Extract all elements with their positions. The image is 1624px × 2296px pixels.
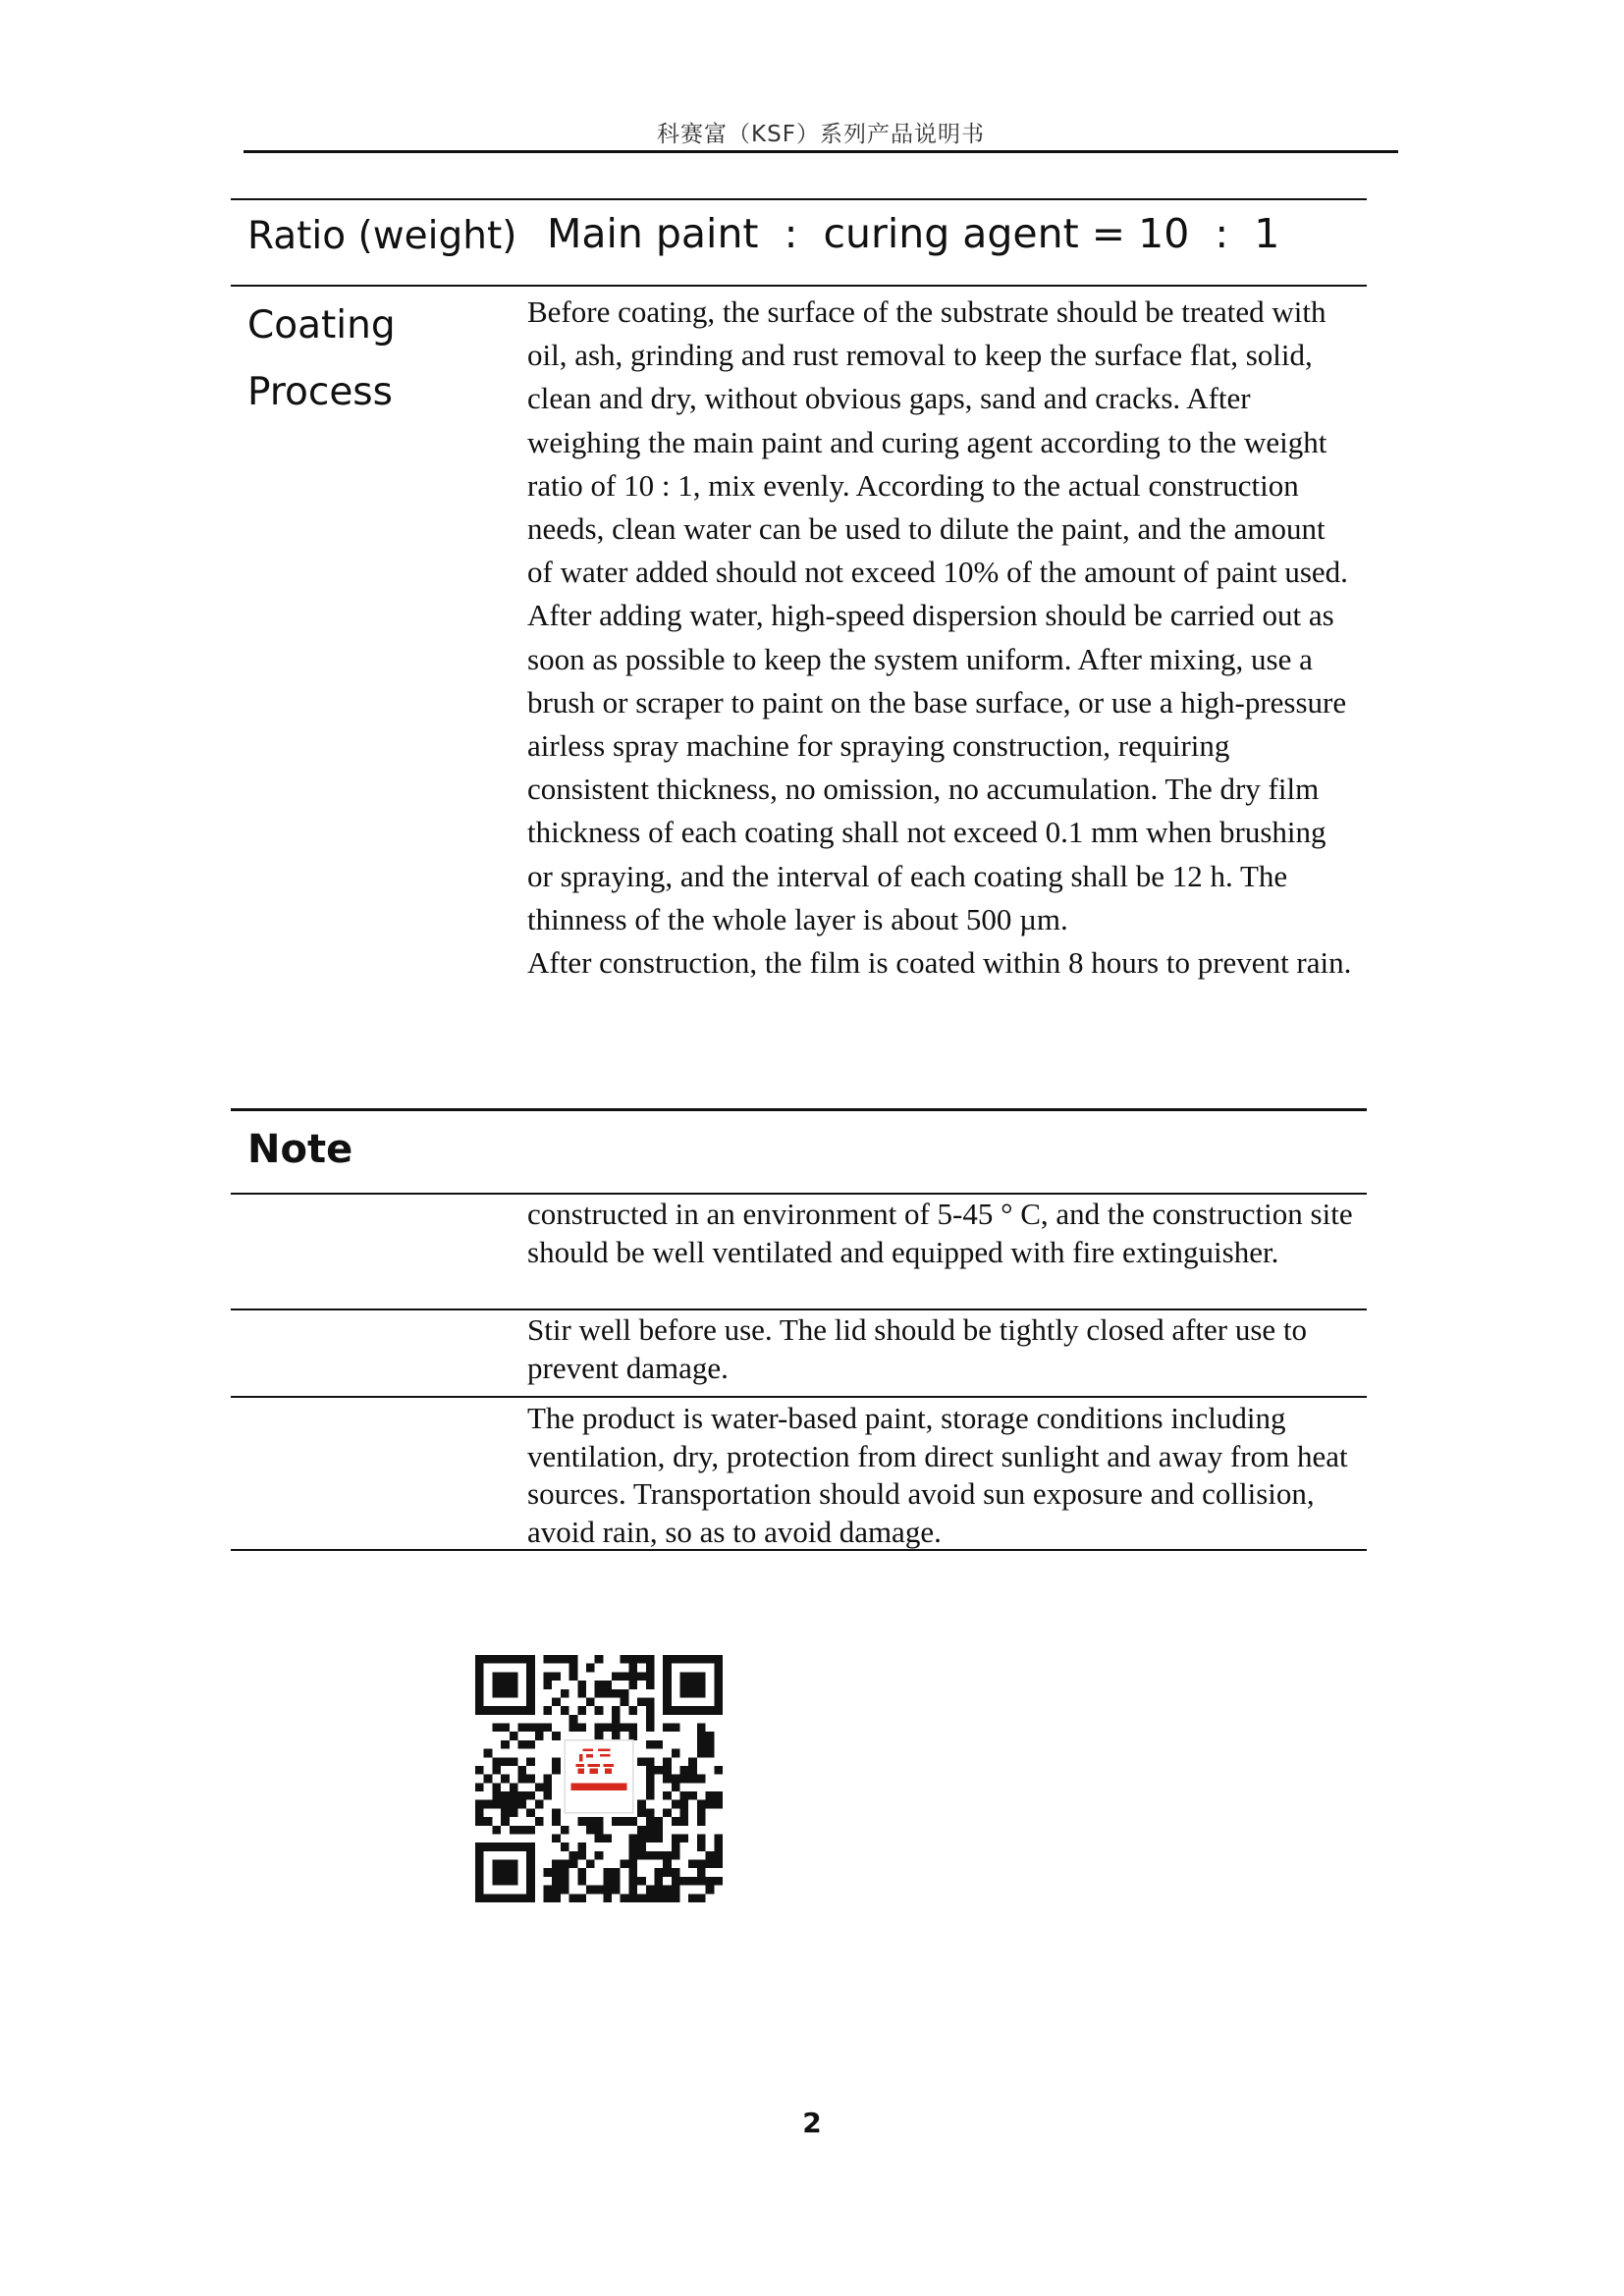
- note-item-1-rule: [231, 1308, 1367, 1310]
- note-header-rule: [231, 1193, 1367, 1195]
- note-item-2-rule: [231, 1396, 1367, 1398]
- ratio-bottom-rule: [231, 285, 1367, 287]
- coating-process-paragraph: Before coating, the surface of the substrate should be treated with oil, ash, grinding and rust removal to keep the surface flat, solid, clean and dry, without obvious gaps, sand and cracks. After weighing the main paint and curing agent according to the weight ratio of 10 : 1, mix evenly. According to the actual construction needs, clean water can be used to dilute the paint, and the amount of water added should not exceed 10% of the amount of paint used. After adding water, high-speed dispersion should be carried out as soon as possible to keep the system uniform. After mixing, use a brush or scraper to paint on the base surface, or use a high-pressure airless spray machine for spraying construction, requiring consistent thickness, no omission, no accumulation. The dry film thickness of each coating shall not exceed 0.1 mm when brushing or spraying, and the interval of each coating shall be 12 h. The thinness of the whole layer is about 500 µm.: [527, 294, 1348, 936]
- qr-code-icon: [475, 1655, 723, 1902]
- note-label: Note: [247, 1127, 353, 1172]
- document-header-title: 科赛富（KSF）系列产品说明书: [657, 122, 985, 147]
- table-top-rule: [231, 198, 1367, 200]
- header-rule: [244, 150, 1398, 153]
- table-bottom-rule: [231, 1549, 1367, 1551]
- note-item-2: Stir well before use. The lid should be tightly closed after use to prevent damage.: [527, 1312, 1308, 1385]
- coating-bottom-rule: [231, 1108, 1367, 1111]
- coating-process-text: [527, 291, 1357, 985]
- note-item-3: The product is water-based paint, storage conditions including ventilation, dry, protection from direct sunlight and away from heat sources. Transportation should avoid sun exposure and collision, avoid rain, so as to avoid damage.: [527, 1401, 1348, 1549]
- ratio-label: Ratio (weight): [247, 214, 517, 258]
- page-number: 2: [802, 2107, 822, 2139]
- ratio-value: Main paint : curing agent = 10 : 1: [547, 210, 1280, 257]
- coating-process-label: Coating Process: [247, 303, 396, 414]
- coating-process-paragraph-2: After construction, the film is coated within 8 hours to prevent rain.: [527, 945, 1352, 981]
- note-item-1: constructed in an environment of 5-45 ° C, and the construction site should be well ventilated and equipped with fire extinguisher.: [527, 1197, 1353, 1269]
